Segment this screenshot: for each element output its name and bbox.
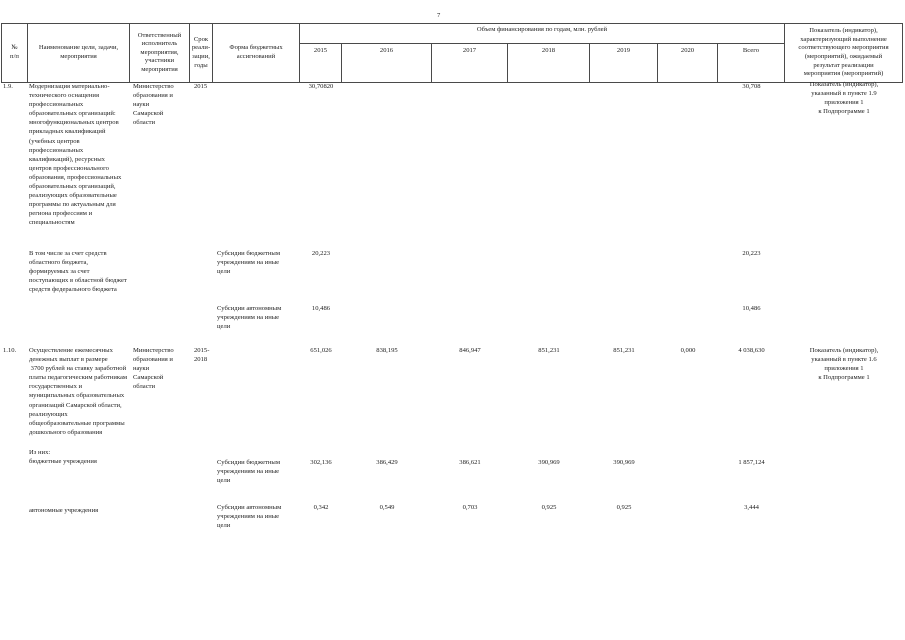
header-cell-year-2018: 2018 — [508, 44, 590, 83]
row-form: Субсидии бюджетным учреждениям на иные цели — [217, 459, 281, 485]
row-name: Модернизация материально- технического оснащения профессиональных образовательных организаций: многофункциональных центров прикладных квалификаций (учебных центров профессиональных квалификаций), ресурсных центров профессионального образования, профессиональных образовательных организаций, реализующих образовательные программы по актуальным для региона профессиям и специальностям — [29, 83, 122, 227]
header-cell-year-2017: 2017 — [432, 44, 508, 83]
value-2018: 851,231 — [538, 347, 560, 354]
value-2015: 30,70820 — [308, 83, 334, 90]
value-total: 10,486 — [742, 305, 761, 312]
value-2015: 20,223 — [311, 250, 331, 257]
page-number: 7 — [437, 12, 441, 19]
value-total: 30,708 — [742, 83, 761, 90]
row-name: Из них: бюджетные учреждения — [29, 449, 97, 466]
row-indicator: Показатель (индикатор), указанный в пункте 1.6 приложения 1 к Подпрограмме 1 — [809, 347, 879, 382]
header-cell-period: Срок реали- зации, годы — [190, 24, 213, 83]
value-2015: 0,342 — [313, 504, 329, 511]
value-total: 4 038,630 — [738, 347, 765, 354]
row-period: 2015- 2018 — [194, 347, 210, 364]
header-cell-executor: Ответственный исполнитель мероприятия, участники мероприятия — [130, 24, 190, 83]
value-2018: 390,969 — [538, 459, 560, 466]
value-2018: 0,925 — [541, 504, 557, 511]
value-2015: 651,026 — [310, 347, 332, 354]
row-number: 1.10. — [3, 347, 17, 354]
header-cell-year-2019: 2019 — [590, 44, 658, 83]
row-indicator: Показатель (индикатор), указанный в пункте 1.9 приложения 1 к Подпрограмме 1 — [809, 81, 879, 116]
row-name: В том числе за счет средств областного бюджета, формируемых за счет поступающих в областной бюджет средств федерального бюджета — [29, 250, 127, 294]
header-cell-number: № п/п — [2, 24, 28, 83]
value-2019: 390,969 — [613, 459, 635, 466]
table-row — [0, 304, 905, 331]
table-row — [0, 346, 905, 436]
table-row — [0, 503, 905, 530]
value-2016: 386,429 — [376, 459, 398, 466]
row-form: Субсидии автономным учреждениям на иные цели — [217, 504, 282, 530]
table-row — [0, 249, 905, 294]
header-cell-indicator: Показатель (индикатор), характеризующий выполнение соответствующего мероприятия (мероприятий), ожидаемый результат реализации мероприятия (мероприятий) — [785, 24, 903, 83]
row-form: Субсидии автономным учреждениям на иные цели — [217, 305, 282, 331]
row-number: 1.9. — [3, 83, 13, 90]
table-row — [0, 81, 905, 227]
header-cell-form: Форма бюджетных ассигнований — [213, 24, 300, 83]
value-2016: 838,195 — [376, 347, 398, 354]
value-2015: 10,486 — [311, 305, 331, 312]
header-cell-name: Наименование цели, задачи, мероприятия — [28, 24, 130, 83]
row-executor: Министерство образования и науки Самарской области — [133, 347, 174, 391]
row-period: 2015 — [194, 83, 208, 90]
value-2019: 851,231 — [613, 347, 635, 354]
header-cell-total: Всего — [718, 44, 785, 83]
row-form: Субсидии бюджетным учреждениям на иные цели — [217, 250, 281, 276]
value-2015: 302,136 — [310, 459, 332, 466]
header-cell-funding: Объем финансирования по годам, млн. рублей — [300, 24, 785, 44]
value-2017: 386,621 — [459, 459, 481, 466]
header-cell-year-2020: 2020 — [658, 44, 718, 83]
value-total: 3,444 — [744, 504, 759, 511]
table-row — [0, 449, 905, 485]
row-executor: Министерство образования и науки Самарской области — [133, 83, 174, 127]
value-2019: 0,925 — [616, 504, 632, 511]
header-cell-year-2016: 2016 — [342, 44, 432, 83]
row-name: автономные учреждения — [29, 507, 99, 514]
value-2020: 0,000 — [680, 347, 696, 354]
value-2017: 846,947 — [459, 347, 481, 354]
header-cell-year-2015: 2015 — [300, 44, 342, 83]
value-total: 1 857,124 — [738, 459, 765, 466]
value-2016: 0,549 — [379, 504, 395, 511]
value-total: 20,223 — [742, 250, 761, 257]
table-header — [1, 23, 903, 83]
row-name: Осуществление ежемесячных денежных выплат в размере 3700 рублей на ставку заработной платы педагогическим работникам государственных и муниципальных образовательных организаций Самарской области, реализующих общеобразовательные программы дошкольного образования — [29, 347, 128, 436]
value-2017: 0,703 — [462, 504, 478, 511]
